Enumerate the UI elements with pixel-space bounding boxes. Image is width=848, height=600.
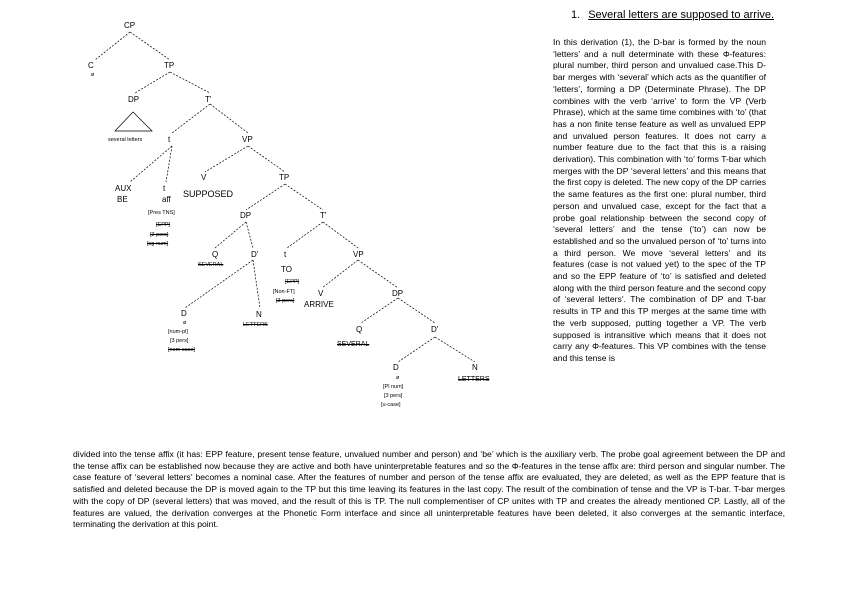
node-d-1-null: ø: [183, 320, 187, 326]
node-to: TO: [281, 265, 292, 274]
node-c-null: ø: [91, 72, 95, 78]
node-aux: AUX: [115, 184, 132, 193]
node-supposed: SUPPOSED: [183, 189, 234, 199]
node-q-2: Q: [212, 250, 219, 259]
d1-feature-number: [num-pl]: [168, 329, 188, 335]
explanation-column: In this derivation (1), the D-bar is formed by the noun ‘letters’ and a null determinate with these Φ-features: plural number, third person and unvalued case.This D-bar merges with ‘several’ which acts as the quantifier of ‘letters’, forming a DP (Determinate Phrase). The DP combines with the verb ‘arrive’ to form the VP (Verb Phrase), which at the same time combines with ‘to’ (that has a non finite tense feature as well as unvalued EPP and unvalued person features. It does not carry a number feature due to the fact that this is a raising derivation). This combination with ‘to’ forms T-bar which merges with the DP ‘several letters’ and this means that the first copy is deleted. The new copy of the DP carries the same features as the first one: plural number, third person and unvalued case, except for the fact that a probe goal relationship between the second copy of ‘several letters’ and the tense (‘to’) can now be established and so the unvalued person of ‘to’ turns into a third person. We move ‘several letters’ and its features (case is not valued yet) to the spec of the TP and so the EPP feature of ‘to’ is satisfied and deleted along with the third person feature and the second copy of ‘several letters’. The combination of DP and T-bar results in TP and this TP merges at the same time with the verb supposed, putting together a VP. The verb supposed is intransitive which means that it does not carry any Φ-features. This VP combines with the tense and this tense is: [553, 37, 766, 363]
to-feature-epp: [EPP]: [285, 279, 300, 285]
node-c: C: [88, 61, 94, 70]
example-number: 1.: [571, 9, 581, 21]
node-d-3-null: ø: [396, 375, 400, 381]
node-vp-2: VP: [353, 250, 364, 259]
node-t-2: t: [284, 250, 287, 259]
node-dp-1: DP: [128, 95, 140, 104]
node-tbar-1: T': [205, 95, 212, 104]
node-n-3: N: [472, 363, 478, 372]
example-title: Several letters are supposed to arrive.: [588, 9, 775, 21]
affix-feature-epp: [EPP]: [156, 222, 171, 228]
d3-feature-case: [u-case]: [381, 402, 401, 408]
syntax-tree: [0, 0, 560, 450]
node-vp-1: VP: [242, 135, 253, 144]
node-several-2: SEVERAL: [198, 262, 224, 268]
node-n-1: N: [256, 310, 262, 319]
node-cp: CP: [124, 21, 136, 30]
node-tp-2: TP: [279, 173, 290, 182]
node-letters-3: LETTERS: [458, 376, 490, 383]
to-feature-person: [3 pers]: [276, 298, 295, 304]
d1-feature-case: [nom case]: [168, 347, 195, 353]
explanation-continuation: divided into the tense affix (it has: EPP feature, present tense feature, unvalued number and person) and ‘be’ which is the auxiliary verb. The probe goal agreement between the DP and the tense affix can be established now because they are active and both have uninterpretable features and so the Φ-features in the tense affix are: third person and singular number. The case feature of ‘several letters’ becomes a nominal case. After the features of number and person of the tense affix are evaluated, they are deleted, as well as the EPP feature that is satisfied and deleted because the DP is moved again to the TP but this time leaving its features in the last copy. The result of the combination of tense and the VP is T-bar. T-bar merges with the copy of DP (several letters) that was moved, and the result of this is TP. The null complementiser of CP unites with TP and creates the already mentioned CP. Lastly, all of the features are valued, the derivation converges at the Phonetic Form interface and since all uninterpretable features have been deleted, it also converges at the semantic interface, terminating the derivation at this point.: [73, 449, 785, 530]
d3-feature-person: [3 pers]: [384, 393, 403, 399]
node-v-1: V: [201, 173, 207, 182]
node-dbar-3: D': [431, 325, 439, 334]
node-dbar-1: D': [251, 250, 259, 259]
example-heading: [555, 9, 815, 22]
d3-feature-number: [Pl num]: [383, 384, 404, 390]
node-v-2: V: [318, 289, 324, 298]
node-several-letters: several letters: [108, 137, 143, 143]
node-be: BE: [117, 195, 128, 204]
node-q-3: Q: [356, 325, 363, 334]
node-t-affix: t: [163, 184, 166, 193]
node-arrive: ARRIVE: [304, 300, 334, 309]
node-dp-3: DP: [392, 289, 404, 298]
affix-feature-person: [3 pers]: [150, 232, 169, 238]
affix-feature-tense: [Pres TNS]: [148, 210, 175, 216]
node-tp-1: TP: [164, 61, 175, 70]
node-several-3: SEVERAL: [337, 341, 370, 348]
d1-feature-person: [3 pers]: [170, 338, 189, 344]
node-d-1: D: [181, 309, 187, 318]
affix-feature-number: [sg num]: [147, 241, 169, 247]
node-affix: aff: [162, 195, 171, 204]
node-d-3: D: [393, 363, 399, 372]
to-feature-tense: [Non-FT]: [273, 289, 295, 295]
node-t-1: t: [168, 135, 171, 144]
node-tbar-2: T': [320, 211, 327, 220]
node-letters-1: LETTERS: [243, 322, 268, 328]
node-dp-2: DP: [240, 211, 252, 220]
